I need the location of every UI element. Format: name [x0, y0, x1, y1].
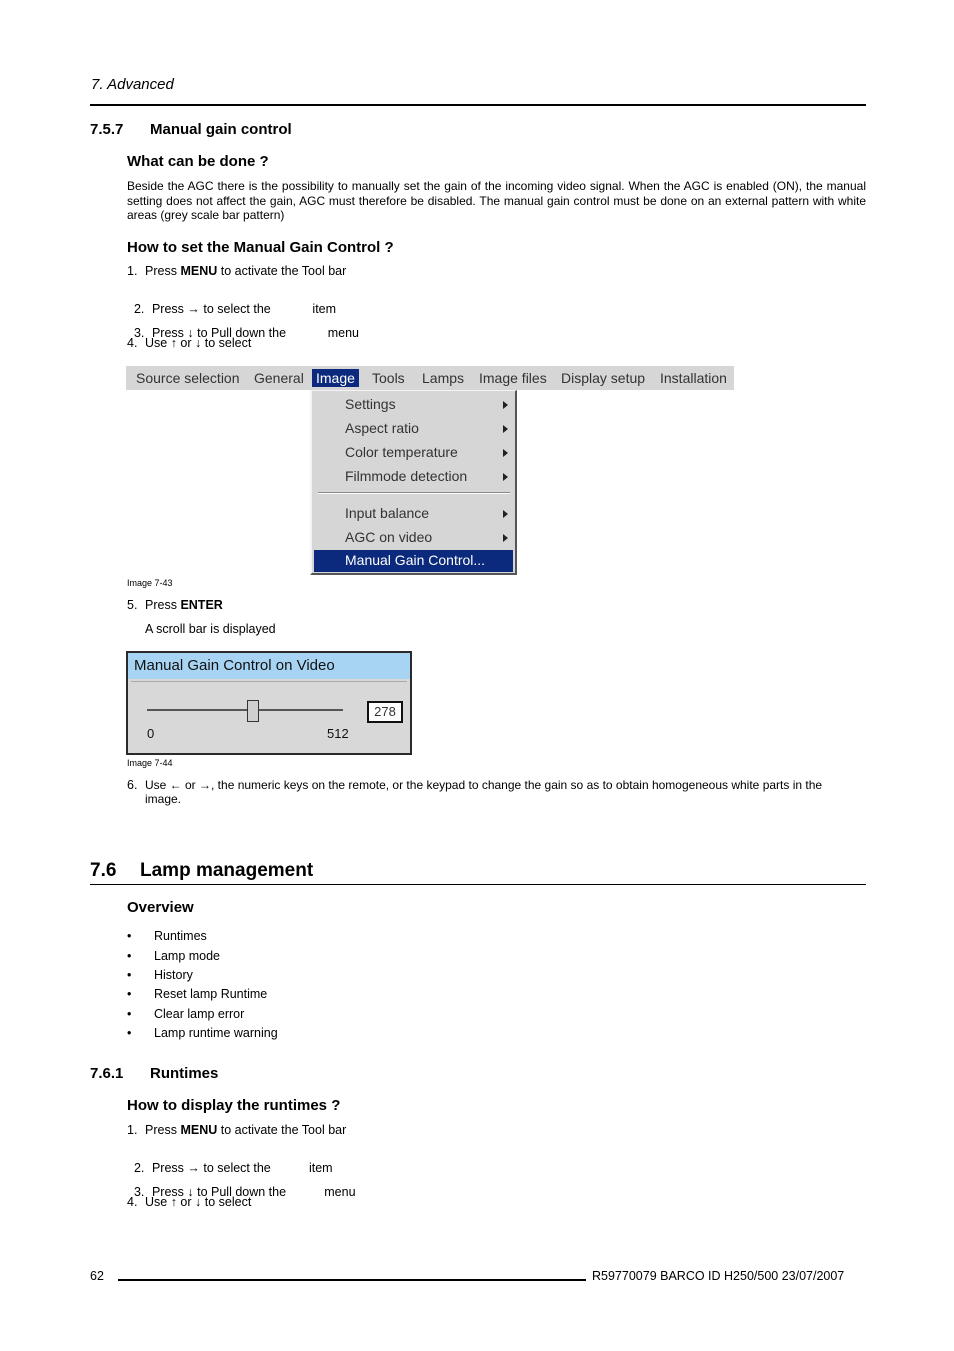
image-caption: Image 7-43 [127, 578, 173, 588]
dropdown-item-filmmode-detection[interactable]: Filmmode detection [345, 468, 468, 484]
document-reference: R59770079 BARCO ID H250/500 23/07/2007 [592, 1269, 845, 1283]
section-757-heading [90, 121, 292, 138]
step-text: Press [145, 264, 181, 278]
section-title: Lamp management [140, 860, 314, 881]
menu-tools[interactable]: Tools [372, 370, 405, 386]
overview-heading: Overview [127, 899, 194, 916]
step-key: ENTER [180, 598, 223, 612]
step-5 [127, 598, 223, 612]
dropdown-item-input-balance[interactable]: Input balance [345, 505, 430, 521]
header-rule [90, 104, 866, 106]
menu-lamps[interactable]: Lamps [422, 370, 465, 386]
section-rule [90, 884, 866, 885]
menu-image[interactable]: Image [312, 369, 359, 387]
what-paragraph: Beside the AGC there is the possibility to manually set the gain of the incoming video signal. When the AGC is enabled (ON), the manual setting does not affect the gain, AGC must therefore be disabled. The manual gain control must be done on an external pattern with white areas (grey scale bar pattern) [127, 179, 866, 222]
section-761-heading [90, 1065, 218, 1082]
step-5-sub: A scroll bar is displayed [145, 622, 276, 636]
step-number: 4. [127, 336, 138, 350]
chapter-header: 7. Advanced [91, 76, 174, 93]
how-heading: How to set the Manual Gain Control ? [127, 239, 394, 256]
bullet-icon: • [127, 929, 132, 943]
step-key: MENU [180, 1123, 218, 1137]
image-caption: Image 7-44 [127, 758, 173, 768]
step-1 [127, 264, 346, 278]
submenu-arrow-icon [503, 473, 508, 481]
list-item-text: Runtimes [154, 929, 207, 943]
step-number: 5. [127, 598, 138, 612]
slider-min-label: 0 [147, 726, 155, 741]
step-number: 1. [127, 264, 138, 278]
dropdown-separator [318, 492, 510, 494]
bullet-icon: • [127, 987, 132, 1001]
slider-max-label: 512 [327, 726, 349, 741]
gain-value-field[interactable]: 278 [367, 701, 403, 723]
submenu-arrow-icon [503, 401, 508, 409]
image-dropdown [310, 390, 517, 575]
dropdown-item-aspect-ratio[interactable]: Aspect ratio [345, 420, 419, 436]
step-key: MENU [180, 264, 218, 278]
step-4 [127, 336, 251, 350]
step-number: 3. [133, 1185, 145, 1199]
step-text: Press [145, 598, 181, 612]
list-item-text: Clear lamp error [154, 1007, 245, 1021]
step-text: Use ↑ or ↓ to select [145, 336, 252, 350]
menu-bar [126, 366, 734, 390]
section-title: Runtimes [150, 1065, 219, 1082]
submenu-arrow-icon [503, 449, 508, 457]
step-4 [127, 1195, 251, 1209]
step-text: to activate the Tool bar [217, 264, 347, 278]
step-text: Press ↓ to Pull down the menu [151, 1185, 356, 1199]
section-number: 7.6 [90, 860, 117, 881]
step-number: 3. [133, 326, 145, 340]
list-item-text: Lamp mode [154, 949, 221, 963]
list-item-text: Reset lamp Runtime [154, 987, 268, 1001]
list-item [127, 929, 207, 943]
step-text: Press [145, 1123, 181, 1137]
manual-gain-dialog [126, 651, 412, 755]
dialog-title-bar [128, 653, 410, 679]
menu-general[interactable]: General [254, 370, 304, 386]
menu-image-files[interactable]: Image files [479, 370, 547, 386]
submenu-arrow-icon [503, 510, 508, 518]
dialog-body [131, 681, 407, 752]
step-text: Press → to select the item [151, 1161, 333, 1175]
list-item [127, 1026, 278, 1040]
dropdown-item-settings[interactable]: Settings [345, 396, 396, 412]
menu-installation[interactable]: Installation [660, 370, 727, 386]
step-number: 2. [133, 302, 145, 316]
step-number: 1. [127, 1123, 138, 1137]
step-number: 2. [133, 1161, 145, 1175]
dropdown-item-agc-on-video[interactable]: AGC on video [345, 529, 433, 545]
step-number: 4. [127, 1195, 138, 1209]
bullet-icon: • [127, 1007, 132, 1021]
step-6 [127, 778, 822, 792]
list-item [127, 968, 193, 982]
step-text: to activate the Tool bar [217, 1123, 347, 1137]
gain-slider-thumb[interactable] [247, 700, 259, 722]
step-text: Press ↓ to Pull down the menu [151, 326, 359, 340]
list-item-text: History [154, 968, 193, 982]
section-76-heading [90, 860, 313, 882]
what-heading: What can be done ? [127, 153, 269, 170]
menu-display-setup[interactable]: Display setup [561, 370, 646, 386]
dropdown-item-color-temperature[interactable]: Color temperature [345, 444, 458, 460]
list-item [127, 987, 267, 1001]
dropdown-item-manual-gain-control[interactable] [314, 550, 513, 572]
section-number: 7.5.7 [90, 121, 124, 138]
bullet-icon: • [127, 968, 132, 982]
section-title: Manual gain control [150, 121, 292, 138]
submenu-arrow-icon [503, 425, 508, 433]
step-text: Use ← or →, the numeric keys on the remote, or the keypad to change the gain so as to obtain homogeneous white parts in the [145, 778, 823, 792]
how-display-heading: How to display the runtimes ? [127, 1097, 341, 1114]
dropdown-item-label: Manual Gain Control... [345, 552, 486, 568]
step-1 [127, 1123, 346, 1137]
menu-source-selection[interactable]: Source selection [136, 370, 240, 386]
step-text: Press → to select the item [151, 302, 337, 316]
page-number: 62 [90, 1269, 104, 1283]
bullet-icon: • [127, 1026, 132, 1040]
list-item [127, 1007, 244, 1021]
section-number: 7.6.1 [90, 1065, 124, 1082]
step-number: 6. [127, 778, 138, 792]
dialog-title: Manual Gain Control on Video [134, 657, 335, 674]
list-item-text: Lamp runtime warning [154, 1026, 278, 1040]
submenu-arrow-icon [503, 534, 508, 542]
step-6-cont: image. [145, 792, 182, 806]
footer-rule [118, 1279, 586, 1281]
step-text: Use ↑ or ↓ to select [145, 1195, 252, 1209]
bullet-icon: • [127, 949, 132, 963]
list-item [127, 949, 220, 963]
gain-slider-track[interactable] [147, 709, 343, 711]
